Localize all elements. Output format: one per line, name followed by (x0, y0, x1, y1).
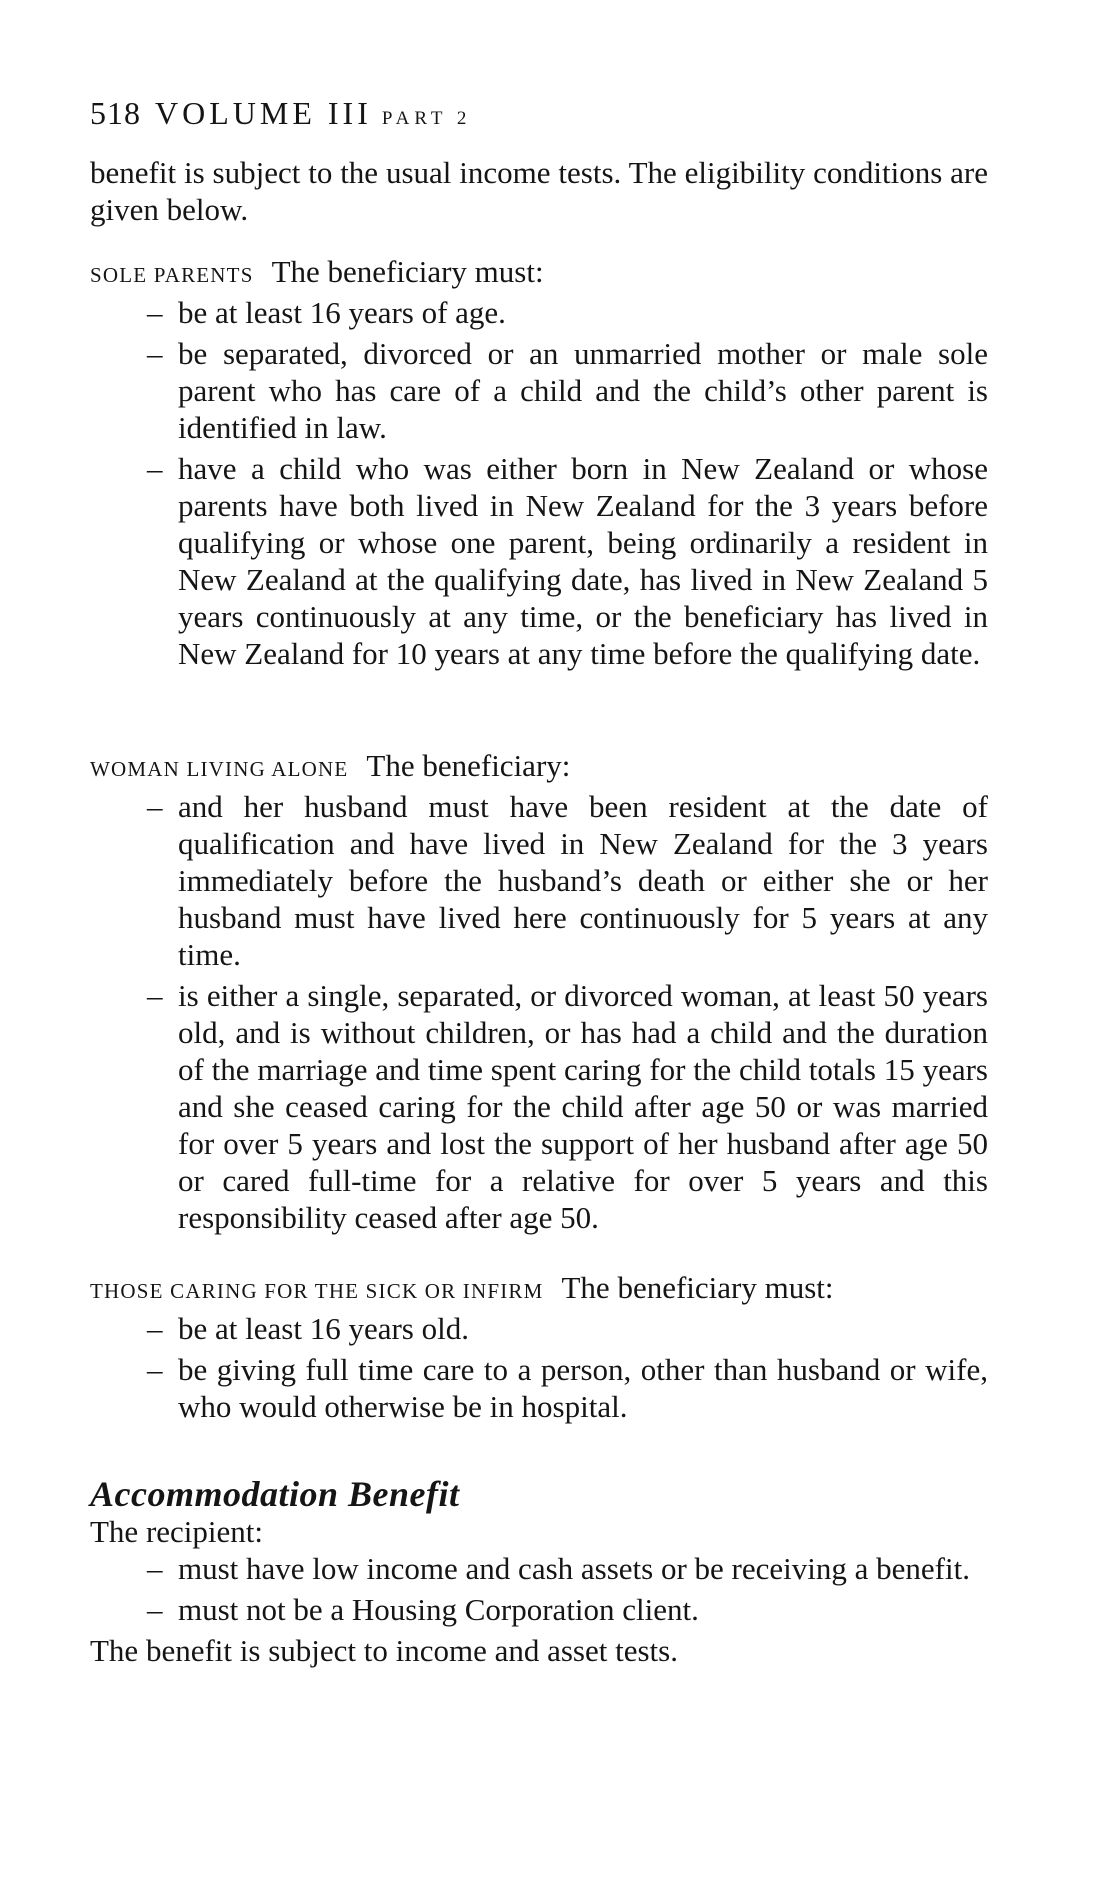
list-item (90, 1591, 988, 1628)
section-woman-living-alone (90, 747, 988, 1240)
closing-sentence: The benefit is subject to income and asset tests. (90, 1633, 678, 1668)
dash-marker: – (147, 1352, 163, 1387)
volume-label: VOLUME III (155, 95, 372, 131)
section-heading: THOSE CARING FOR THE SICK OR INFIRM (90, 1279, 544, 1303)
section-sole-parents (90, 253, 988, 676)
list-item (90, 450, 988, 672)
section-lead: The beneficiary must: (561, 1270, 834, 1305)
section-caring-sick-infirm (90, 1269, 988, 1429)
list-item-text: be giving full time care to a person, other than husband or wife, who would otherwise be in hospital. (178, 1352, 988, 1424)
list-item-text: have a child who was either born in New Zealand or whose parents have both lived in New Zealand for the 3 years before qualifying or whose one parent, being ordinarily a resident in New Zealand at the qualifying date, has lived in New Zealand 5 years continuously at any time, or the beneficiary has lived in New Zealand for 10 years at any time before the qualifying date. (178, 451, 988, 671)
requirement-list (90, 1550, 988, 1628)
dash-marker: – (147, 336, 163, 371)
list-item (90, 1310, 988, 1347)
list-item (90, 335, 988, 446)
dash-marker: – (147, 1311, 163, 1346)
list-item (90, 1351, 988, 1425)
subsection-lead: The recipient: (90, 1514, 263, 1549)
dash-marker: – (147, 978, 163, 1013)
dash-marker: – (147, 451, 163, 486)
list-item-text: and her husband must have been resident at the date of qualification and have lived in New Zealand for the 3 years immediately before the husband’s death or either she or her husband must have lived here continuously for 5 years at any time. (178, 789, 988, 972)
list-item (90, 1550, 988, 1587)
dash-marker: – (147, 1592, 163, 1627)
section-lead: The beneficiary must: (271, 254, 544, 289)
list-item (90, 977, 988, 1236)
section-heading: WOMAN LIVING ALONE (90, 757, 349, 781)
part-label: PART 2 (381, 108, 472, 129)
list-item-text: must have low income and cash assets or be receiving a benefit. (178, 1551, 970, 1586)
dash-marker: – (147, 1551, 163, 1586)
section-heading-line (90, 253, 988, 294)
section-lead: The beneficiary: (366, 748, 571, 783)
dash-marker: – (147, 789, 163, 824)
requirement-list (90, 1310, 988, 1425)
list-item-text: be at least 16 years old. (178, 1311, 469, 1346)
intro-block (90, 154, 988, 228)
list-item-text: is either a single, separated, or divorced woman, at least 50 years old, and is without children, or has had a child and the duration of the marriage and time spent caring for the child totals 15 years and she ceased caring for the child after age 50 or was married for over 5 years and lost the support of her husband after age 50 or cared full-time for a relative for over 5 years and this responsibility ceased after age 50. (178, 978, 988, 1235)
section-heading-line (90, 1269, 988, 1310)
section-heading: SOLE PARENTS (90, 263, 254, 287)
dash-marker: – (147, 295, 163, 330)
page-number: 518 (90, 95, 141, 131)
list-item-text: be separated, divorced or an unmarried mother or male sole parent who has care of a child and the child’s other parent is identified in law. (178, 336, 988, 445)
subsection-title: Accommodation Benefit (90, 1474, 460, 1514)
requirement-list (90, 294, 988, 672)
running-head (90, 95, 471, 137)
intro-paragraph: benefit is subject to the usual income tests. The eligibility conditions are given below. (90, 155, 988, 227)
requirement-list (90, 788, 988, 1236)
section-heading-line (90, 747, 988, 788)
section-accommodation-benefit (90, 1476, 988, 1669)
list-item-text: must not be a Housing Corporation client. (178, 1592, 699, 1627)
list-item (90, 788, 988, 973)
list-item (90, 294, 988, 331)
list-item-text: be at least 16 years of age. (178, 295, 506, 330)
